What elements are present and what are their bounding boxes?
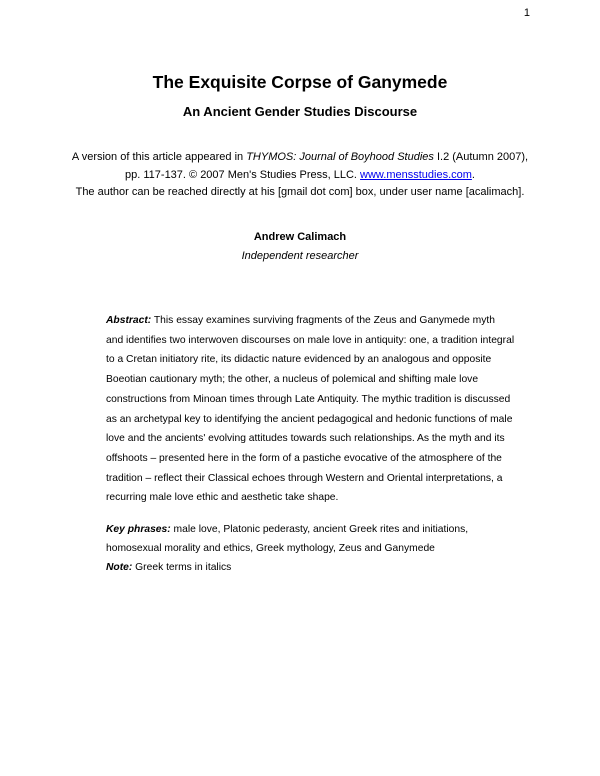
article-subtitle: An Ancient Gender Studies Discourse bbox=[182, 104, 418, 119]
page-number: 1 bbox=[523, 7, 530, 19]
publication-prefix: A version of this article appeared in bbox=[71, 151, 247, 163]
note-label: Note: bbox=[106, 562, 133, 574]
note-text: Greek terms in italics bbox=[132, 562, 232, 574]
author-affiliation: Independent researcher bbox=[241, 250, 359, 262]
key-phrases-line: homosexual morality and ethics, Greek mythology, Zeus and Ganymede bbox=[106, 543, 435, 555]
publication-line-2 bbox=[40, 167, 560, 185]
key-phrases-block bbox=[106, 520, 526, 578]
article-title: The Exquisite Corpse of Ganymede bbox=[152, 72, 448, 92]
abstract bbox=[106, 311, 526, 508]
abstract-line: to a Cretan initiatory rite, its didactic nature evidenced by an analogous and opposite bbox=[106, 354, 492, 366]
note-line bbox=[106, 558, 526, 577]
abstract-line: love and the ancients' evolving attitudes towards such relationships. As the myth and its bbox=[106, 433, 505, 445]
journal-name: THYMOS: Journal of Boyhood Studies bbox=[246, 151, 434, 163]
abstract-line: as an archetypal key to identifying the ancient pedagogical and hedonic functions of male bbox=[106, 413, 513, 425]
abstract-first-line: This essay examines surviving fragments of the Zeus and Ganymede myth bbox=[151, 315, 495, 326]
key-phrases-line bbox=[106, 520, 526, 539]
publication-note bbox=[40, 149, 560, 202]
publisher-link[interactable]: www.mensstudies.com bbox=[360, 168, 472, 181]
contact-line: The author can be reached directly at his [gmail dot com] box, under user name [acalimach]. bbox=[75, 186, 525, 198]
abstract-line: offshoots – presented here in the form of a pastiche evocative of the atmosphere of the bbox=[106, 452, 502, 464]
publication-issue: I.2 (Autumn 2007), bbox=[433, 151, 529, 163]
abstract-line: tradition – reflect their Classical echoes through Western and Oriental interpretations, a bbox=[106, 472, 503, 484]
key-phrases-label: Key phrases: bbox=[106, 524, 171, 535]
abstract-label: Abstract: bbox=[106, 315, 152, 326]
author-name: Andrew Calimach bbox=[253, 231, 347, 243]
abstract-line: constructions from Minoan times through Late Antiquity. The mythic tradition is discussed bbox=[106, 393, 511, 405]
key-phrases-text-1: male love, Platonic pederasty, ancient Greek rites and initiations, bbox=[170, 524, 469, 535]
publication-line-1 bbox=[40, 149, 560, 167]
publication-period: . bbox=[471, 168, 475, 181]
abstract-line bbox=[106, 311, 526, 331]
abstract-line: Boeotian cautionary myth; the other, a nucleus of polemical and shifting male love bbox=[106, 374, 479, 386]
abstract-line: and identifies two interwoven discourses on male love in antiquity: one, a tradition integral bbox=[106, 334, 515, 346]
abstract-line: recurring male love ethic and aesthetic take shape. bbox=[106, 492, 339, 504]
publication-pages: pp. 117-137. © 2007 Men's Studies Press, LLC. bbox=[125, 168, 361, 181]
